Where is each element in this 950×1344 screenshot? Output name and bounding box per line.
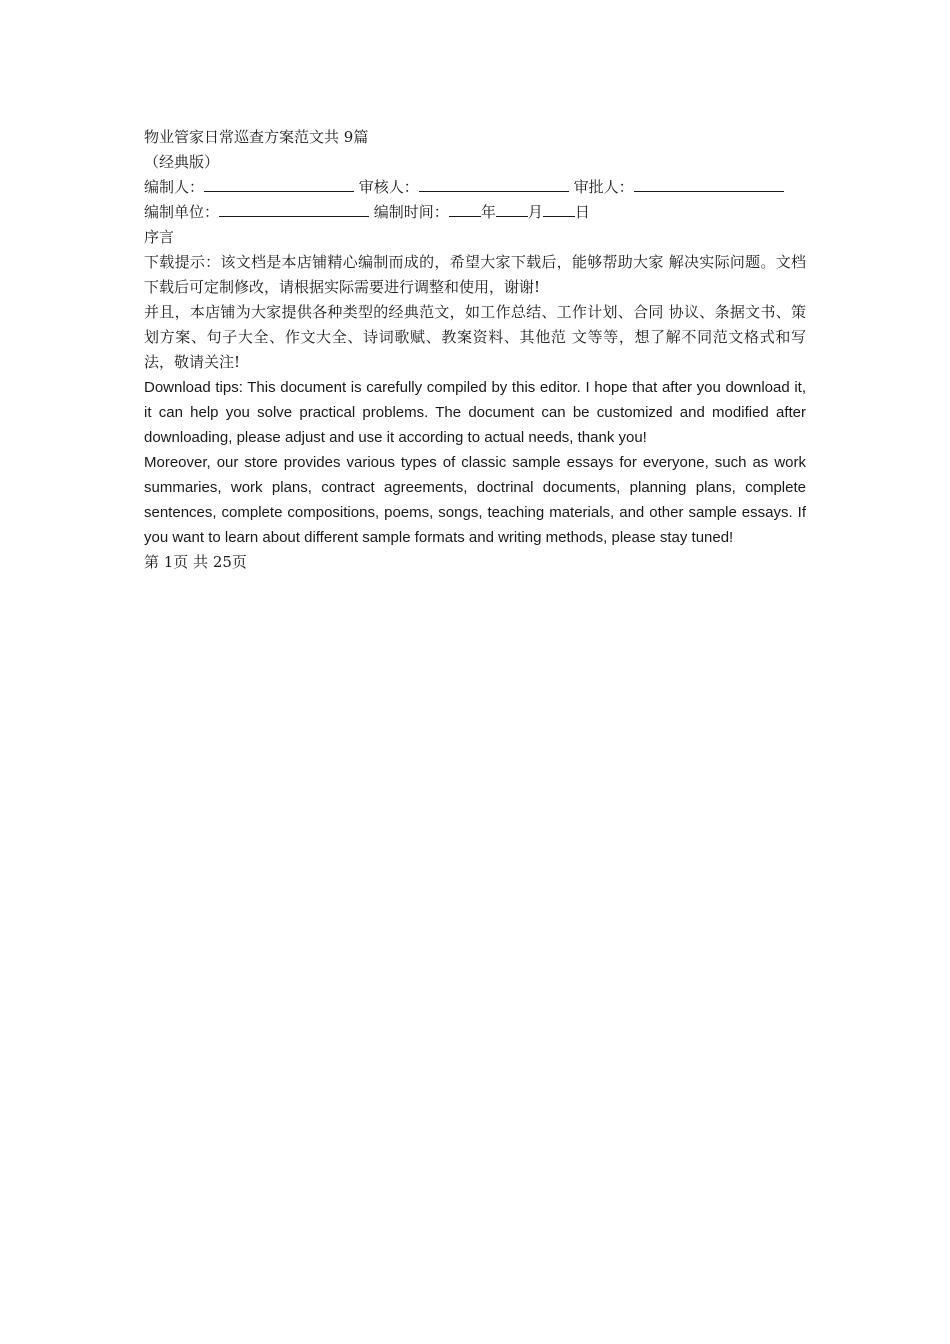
- approver-label: 审批人：: [573, 178, 634, 196]
- time-label: 编制时间：: [373, 203, 449, 221]
- unit-time-row: [144, 200, 806, 225]
- day-label: 日: [574, 203, 590, 221]
- document-page: [144, 125, 806, 575]
- unit-label: 编制单位：: [144, 203, 220, 221]
- approver-blank: [634, 177, 784, 192]
- day-blank: [543, 202, 575, 217]
- compiler-blank: [204, 177, 354, 192]
- year-label: 年: [480, 203, 496, 221]
- edition-label: （经典版）: [144, 153, 220, 171]
- download-tip-en: Download tips: This document is carefully compiled by this editor. I hope that after you download it, it can help you solve practical problems. The document can be customized and modified after downloading, please adjust and use it according to actual needs, thank you!: [144, 379, 806, 446]
- store-intro-cn: 并且，本店铺为大家提供各种类型的经典范文，如工作总结、工作计划、合同 协议、条据文书、策划方案、句子大全、作文大全、诗词歌赋、教案资料、其他范 文等等，想了解不同范文格式和写法，敬请关注!: [144, 303, 806, 371]
- year-blank: [449, 202, 481, 217]
- preface-heading: 序言: [144, 228, 175, 246]
- compiler-label: 编制人：: [144, 178, 205, 196]
- store-intro-en: Moreover, our store provides various types of classic sample essays for everyone, such as work summaries, work plans, contract agreements, doctrinal documents, planning plans, complete sentences, complete compositions, poems, songs, teaching materials, and other sample essays. If you want to learn about different sample formats and writing methods, please stay tuned!: [144, 454, 806, 546]
- reviewer-label: 审核人：: [358, 178, 419, 196]
- page-footer: 第 1页 共 25页: [144, 553, 247, 571]
- download-tip-cn: 下载提示：该文档是本店铺精心编制而成的，希望大家下载后，能够帮助大家 解决实际问题。文档下载后可定制修改，请根据实际需要进行调整和使用，谢谢!: [144, 253, 806, 296]
- reviewer-blank: [419, 177, 569, 192]
- month-label: 月: [527, 203, 543, 221]
- signature-row: [144, 175, 806, 200]
- unit-blank: [219, 202, 369, 217]
- month-blank: [496, 202, 528, 217]
- document-title: 物业管家日常巡查方案范文共 9篇: [144, 128, 369, 146]
